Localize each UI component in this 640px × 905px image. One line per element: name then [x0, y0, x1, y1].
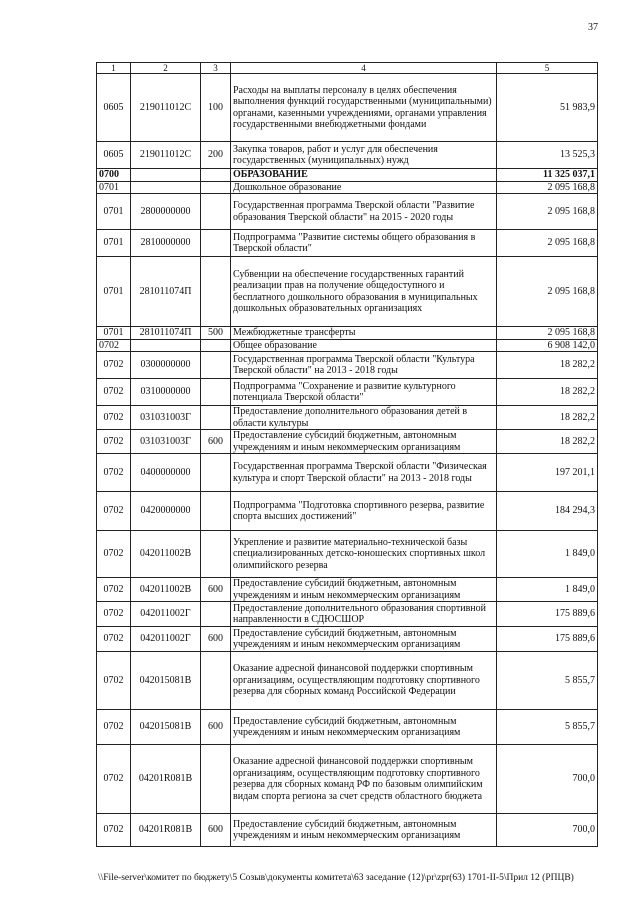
expense-type-cell [201, 169, 231, 182]
section-code-cell: 0701 [97, 230, 131, 257]
target-article-cell: 04201R081В [131, 814, 201, 847]
expense-type-cell [201, 257, 231, 327]
description-cell: Предоставление субсидий бюджетным, автономным учреждениям и иным некоммерческим организациям [231, 710, 497, 745]
expense-type-cell: 600 [201, 710, 231, 745]
file-path-footer: \\File-server\комитет по бюджету\5 Созыв\документы комитета\63 заседание (12)\pr\zpr(63) 1701-II-5\Прил 12 (РПЦВ) [98, 873, 574, 883]
expense-type-cell: 600 [201, 430, 231, 454]
target-article-cell [131, 181, 201, 194]
description-cell: Подпрограмма "Сохранение и развитие культурного потенциала Тверской области" [231, 379, 497, 406]
description-cell: Общее образование [231, 339, 497, 352]
expense-type-cell: 500 [201, 327, 231, 340]
description-cell: Предоставление субсидий бюджетным, автономным учреждениям и иным некоммерческим организациям [231, 814, 497, 847]
table-row [97, 430, 598, 454]
description-cell: Субвенции на обеспечение государственных гарантий реализации прав на получение общедоступного и бесплатного дошкольного образования в муниципальных дошкольных образовательных организациях [231, 257, 497, 327]
table-row [97, 230, 598, 257]
budget-table [96, 62, 598, 847]
table-row [97, 142, 598, 169]
section-code-cell: 0702 [97, 379, 131, 406]
section-code-cell: 0702 [97, 430, 131, 454]
description-cell: ОБРАЗОВАНИЕ [231, 169, 497, 182]
section-code-cell: 0701 [97, 327, 131, 340]
target-article-cell: 219011012С [131, 142, 201, 169]
table-row [97, 745, 598, 814]
amount-cell: 51 983,9 [497, 74, 598, 142]
section-code-cell: 0701 [97, 257, 131, 327]
target-article-cell: 042015081В [131, 710, 201, 745]
amount-cell: 2 095 168,8 [497, 257, 598, 327]
description-cell: Предоставление дополнительного образования спортивной направленности в СДЮСШОР [231, 602, 497, 627]
expense-type-cell [201, 230, 231, 257]
amount-cell: 2 095 168,8 [497, 327, 598, 340]
table-row [97, 339, 598, 352]
section-code-cell: 0702 [97, 492, 131, 531]
amount-cell: 1 849,0 [497, 578, 598, 602]
section-code-cell: 0702 [97, 578, 131, 602]
table-row [97, 578, 598, 602]
target-article-cell: 04201R081В [131, 745, 201, 814]
description-cell: Межбюджетные трансферты [231, 327, 497, 340]
description-cell: Государственная программа Тверской области "Развитие образования Тверской области" на 2015 - 2020 годы [231, 194, 497, 230]
expense-type-cell [201, 454, 231, 492]
amount-cell: 197 201,1 [497, 454, 598, 492]
table-row [97, 652, 598, 710]
target-article-cell: 0420000000 [131, 492, 201, 531]
expense-type-cell [201, 652, 231, 710]
amount-cell: 700,0 [497, 814, 598, 847]
target-article-cell: 042011002Г [131, 627, 201, 652]
amount-cell: 18 282,2 [497, 352, 598, 379]
table-row [97, 257, 598, 327]
target-article-cell: 042011002Г [131, 602, 201, 627]
target-article-cell: 042011002В [131, 531, 201, 578]
target-article-cell [131, 169, 201, 182]
expense-type-cell [201, 745, 231, 814]
target-article-cell: 0400000000 [131, 454, 201, 492]
table-row [97, 194, 598, 230]
section-code-cell: 0702 [97, 339, 131, 352]
amount-cell: 175 889,6 [497, 602, 598, 627]
expense-type-cell [201, 181, 231, 194]
expense-type-cell: 600 [201, 578, 231, 602]
section-code-cell: 0702 [97, 745, 131, 814]
section-code-cell: 0702 [97, 710, 131, 745]
table-row [97, 379, 598, 406]
description-cell: Подпрограмма "Подготовка спортивного резерва, развитие спорта высших достижений" [231, 492, 497, 531]
table-header-row [97, 63, 598, 74]
amount-cell: 18 282,2 [497, 430, 598, 454]
table-row [97, 531, 598, 578]
table-row [97, 492, 598, 531]
expense-type-cell: 600 [201, 627, 231, 652]
amount-cell: 11 325 037,1 [497, 169, 598, 182]
amount-cell: 18 282,2 [497, 406, 598, 430]
table-row [97, 74, 598, 142]
section-code-cell: 0702 [97, 352, 131, 379]
amount-cell: 13 525,3 [497, 142, 598, 169]
expense-type-cell: 200 [201, 142, 231, 169]
expense-type-cell [201, 339, 231, 352]
target-article-cell [131, 339, 201, 352]
amount-cell: 1 849,0 [497, 531, 598, 578]
description-cell: Предоставление субсидий бюджетным, автономным учреждениям и иным некоммерческим организациям [231, 627, 497, 652]
page-number: 37 [588, 22, 598, 33]
section-code-cell: 0702 [97, 531, 131, 578]
description-cell: Государственная программа Тверской области "Культура Тверской области" на 2013 - 2018 годы [231, 352, 497, 379]
expense-type-cell [201, 406, 231, 430]
description-cell: Оказание адресной финансовой поддержки спортивным организациям, осуществляющим подготовку спортивного резерва для сборных команд Российской Федерации [231, 652, 497, 710]
amount-cell: 18 282,2 [497, 379, 598, 406]
table-row [97, 627, 598, 652]
amount-cell: 175 889,6 [497, 627, 598, 652]
description-cell: Предоставление субсидий бюджетным, автономным учреждениям и иным некоммерческим организациям [231, 430, 497, 454]
target-article-cell: 0300000000 [131, 352, 201, 379]
expense-type-cell [201, 492, 231, 531]
table-row [97, 327, 598, 340]
target-article-cell: 2800000000 [131, 194, 201, 230]
section-code-cell: 0702 [97, 406, 131, 430]
table-row [97, 406, 598, 430]
target-article-cell: 042011002В [131, 578, 201, 602]
header-cell: 2 [131, 63, 201, 74]
amount-cell: 2 095 168,8 [497, 181, 598, 194]
description-cell: Оказание адресной финансовой поддержки спортивным организациям, осуществляющим подготовку спортивного резерва для сборных команд РФ по базовым олимпийским видам спорта региона за счет средств областного бюджета [231, 745, 497, 814]
section-code-cell: 0700 [97, 169, 131, 182]
table-row [97, 814, 598, 847]
section-code-cell: 0702 [97, 652, 131, 710]
header-cell: 3 [201, 63, 231, 74]
section-code-cell: 0702 [97, 627, 131, 652]
description-cell: Предоставление субсидий бюджетным, автономным учреждениям и иным некоммерческим организациям [231, 578, 497, 602]
table-row [97, 169, 598, 182]
header-cell: 4 [231, 63, 497, 74]
amount-cell: 5 855,7 [497, 710, 598, 745]
expense-type-cell: 100 [201, 74, 231, 142]
target-article-cell: 0310000000 [131, 379, 201, 406]
section-code-cell: 0605 [97, 74, 131, 142]
expense-type-cell [201, 194, 231, 230]
amount-cell: 2 095 168,8 [497, 194, 598, 230]
expense-type-cell [201, 602, 231, 627]
description-cell: Государственная программа Тверской области "Физическая культура и спорт Тверской области" на 2013 - 2018 годы [231, 454, 497, 492]
expense-type-cell [201, 352, 231, 379]
amount-cell: 700,0 [497, 745, 598, 814]
description-cell: Укрепление и развитие материально-технической базы специализированных детско-юношеских спортивных школ олимпийского резерва [231, 531, 497, 578]
target-article-cell: 031031003Г [131, 430, 201, 454]
amount-cell: 6 908 142,0 [497, 339, 598, 352]
description-cell: Подпрограмма "Развитие системы общего образования в Тверской области" [231, 230, 497, 257]
amount-cell: 5 855,7 [497, 652, 598, 710]
table-row [97, 602, 598, 627]
target-article-cell: 281011074П [131, 257, 201, 327]
section-code-cell: 0701 [97, 194, 131, 230]
section-code-cell: 0605 [97, 142, 131, 169]
table-row [97, 710, 598, 745]
section-code-cell: 0702 [97, 814, 131, 847]
description-cell: Дошкольное образование [231, 181, 497, 194]
description-cell: Предоставление дополнительного образования детей в области культуры [231, 406, 497, 430]
table-row [97, 454, 598, 492]
target-article-cell: 219011012С [131, 74, 201, 142]
amount-cell: 184 294,3 [497, 492, 598, 531]
target-article-cell: 281011074П [131, 327, 201, 340]
target-article-cell: 031031003Г [131, 406, 201, 430]
section-code-cell: 0702 [97, 602, 131, 627]
table-row [97, 352, 598, 379]
amount-cell: 2 095 168,8 [497, 230, 598, 257]
section-code-cell: 0701 [97, 181, 131, 194]
section-code-cell: 0702 [97, 454, 131, 492]
target-article-cell: 042015081В [131, 652, 201, 710]
target-article-cell: 2810000000 [131, 230, 201, 257]
expense-type-cell [201, 379, 231, 406]
header-cell: 5 [497, 63, 598, 74]
description-cell: Расходы на выплаты персоналу в целях обеспечения выполнения функций государственными (муниципальными) органами, казенными учреждениями, органами управления государственными внебюджетными фондами [231, 74, 497, 142]
header-cell: 1 [97, 63, 131, 74]
expense-type-cell: 600 [201, 814, 231, 847]
description-cell: Закупка товаров, работ и услуг для обеспечения государственных (муниципальных) нужд [231, 142, 497, 169]
table-row [97, 181, 598, 194]
expense-type-cell [201, 531, 231, 578]
